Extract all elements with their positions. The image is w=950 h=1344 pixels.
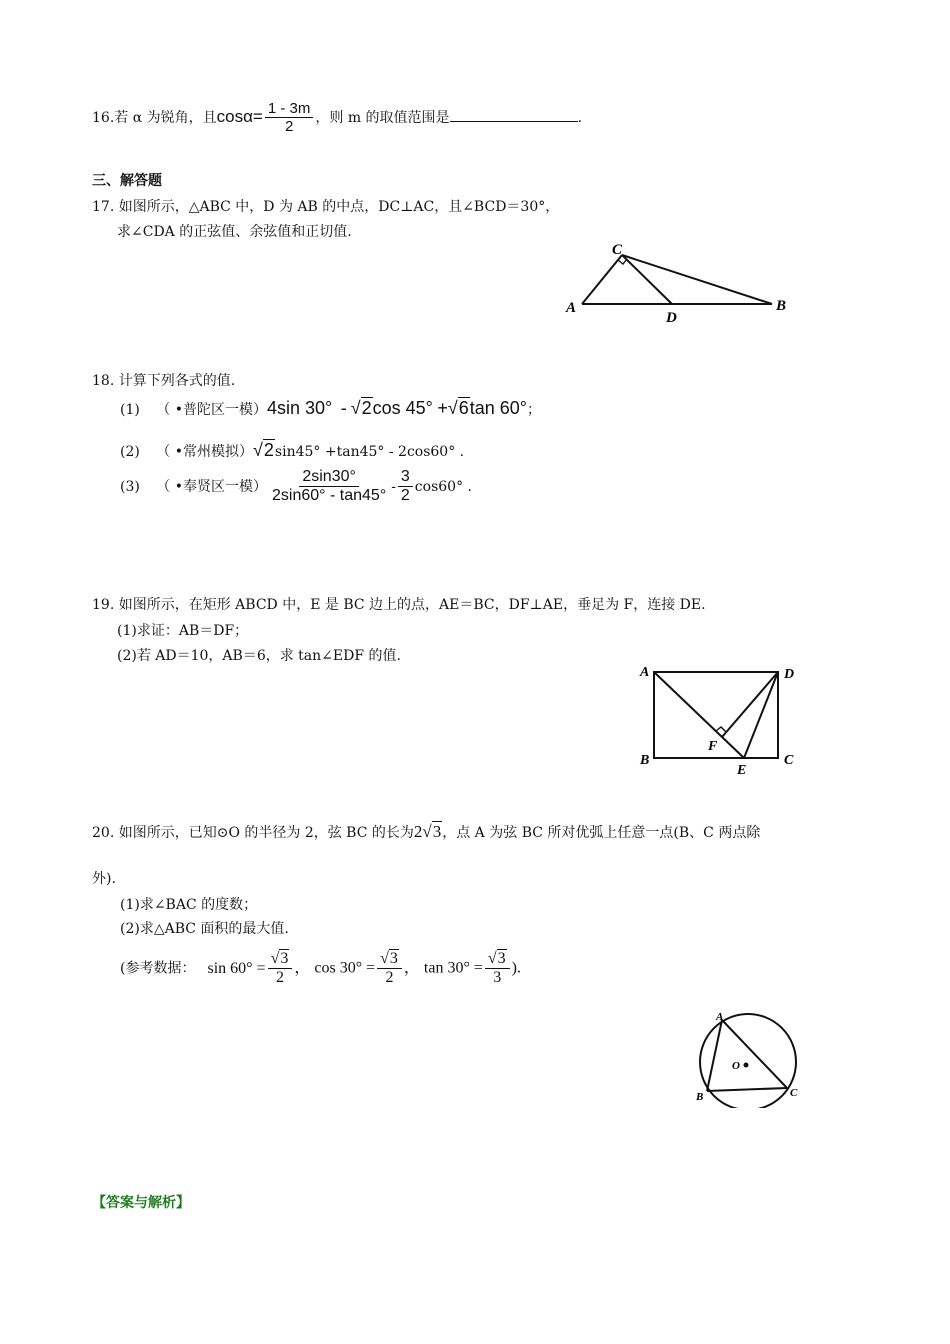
q17-line1: 17. 如图所示，△ABC 中，D 为 AB 的中点，DC⊥AC，且∠BCD＝30°， [92, 199, 560, 215]
q20-line1a: 20. 如图所示，已知⊙O 的半径为 2，弦 BC 的长为 [92, 825, 414, 841]
q20-reference: (参考数据： sin 60° = $\frac{√3}{2}$ ， cos 30° = $\frac{√3}{2}$ ， tan 30° = $\frac{√3}{3}$ ). [120, 950, 521, 987]
answer-heading: 【答案与解析】 [92, 1195, 190, 1211]
q19-line1: 19. 如图所示，在矩形 ABCD 中，E 是 BC 边上的点，AE＝BC，DF⊥AE，垂足为 F，连接 DE. [92, 597, 706, 613]
q18-p3-source: （ •奉贤区一模） [156, 478, 268, 495]
q16-numerator: 1 - 3m [265, 100, 314, 118]
q18-p1-source: （ •普陀区一模） [156, 402, 268, 418]
label-a: A [566, 300, 577, 316]
q20-line1 [92, 822, 760, 842]
right-angle-mark [716, 727, 726, 732]
q20-line2: 外). [92, 871, 116, 887]
q20-chord-length: 2√3 [413, 822, 442, 841]
q18-p3-numerator: 2sin30° [299, 468, 359, 487]
q18-p1-plus: + [437, 398, 448, 418]
q20-ref-label: (参考数据： [120, 960, 196, 977]
label-f: F [708, 739, 718, 754]
q20-ref1: sin 60° = [207, 959, 266, 977]
q16-cos: cos [216, 106, 244, 126]
q18-p2-source: （ •常州模拟） [156, 444, 254, 460]
q16-end: . [577, 109, 583, 126]
q16-alpha: α [243, 106, 253, 126]
q18-p1-index: (1) [120, 402, 140, 418]
q19-line2: (1)求证：AB＝DF； [117, 623, 249, 639]
label-c: C [790, 1087, 798, 1099]
circle-o [700, 1014, 796, 1108]
segment-ac [582, 255, 622, 304]
q18-part1 [120, 398, 541, 419]
label-b: B [776, 298, 787, 314]
q20-line3: (1)求∠BAC 的度数； [120, 897, 258, 913]
segment-df [722, 672, 778, 737]
label-d: D [784, 667, 795, 682]
q20-ref2: cos 30° = [314, 959, 376, 977]
section-heading: 三、解答题 [92, 173, 162, 189]
label-e: E [737, 763, 747, 778]
q20-ref3: tan 30° = [423, 959, 483, 977]
label-a: A [716, 1011, 724, 1023]
q18-p3-minus: - [391, 477, 396, 494]
label-b: B [696, 1091, 704, 1103]
q17-line2: 求∠CDA 的正弦值、余弦值和正切值. [117, 224, 352, 240]
segment-ac [722, 1020, 787, 1088]
q20-line4: (2)求△ABC 面积的最大值. [120, 921, 289, 937]
label-a: A [640, 665, 650, 680]
q18-p2-expr: sin45° +tan45° - 2cos60° . [274, 444, 465, 460]
label-o: O [732, 1060, 740, 1072]
q16-denominator: 2 [284, 118, 294, 136]
q18-p1-term1: 4sin 30° [267, 398, 333, 418]
q19-line3: (2)若 AD＝10，AB＝6，求 tan∠EDF 的值. [117, 648, 401, 664]
q18-part2 [120, 440, 464, 461]
q18-p1-sqrt2: √2 [350, 398, 372, 418]
q18-p3-fraction [269, 468, 389, 506]
q20-ref-end: ). [511, 959, 521, 977]
q18-p1-term3: tan 60° [469, 398, 527, 418]
segment-ae [654, 672, 744, 758]
label-d: D [666, 310, 677, 326]
q18-title: 18. 计算下列各式的值. [92, 373, 236, 389]
answer-blank[interactable] [450, 107, 578, 122]
label-c: C [612, 242, 623, 258]
q18-p3-denominator: 2sin60° - tan45° [272, 487, 387, 505]
center-point [744, 1063, 749, 1068]
segment-bc [707, 1088, 787, 1091]
label-c: C [784, 753, 794, 768]
q16-fraction [265, 100, 314, 136]
segment-de [744, 672, 778, 758]
question-16 [92, 100, 582, 136]
q18-part3 [120, 468, 472, 506]
segment-ab [707, 1020, 722, 1091]
q18-p3-coef: $\frac{3}{2}$ [398, 468, 413, 506]
q18-p1-minus: - [340, 398, 347, 418]
q18-p2-index: (2) [120, 444, 140, 460]
q16-prefix: 16.若 α 为锐角，且 [92, 109, 217, 126]
q18-p3-tail: cos60° . [414, 478, 472, 495]
rectangle-abcd-figure [636, 660, 806, 778]
triangle-abc-figure [560, 238, 800, 328]
q18-p1-term2: cos 45° [372, 398, 433, 418]
q20-ref2-frac: $\frac{√3}{2}$ [377, 950, 402, 988]
q18-p3-index: (3) [120, 478, 140, 495]
q18-p1-sqrt6: √6 [447, 398, 469, 418]
q16-eq: = [252, 106, 263, 126]
q20-ref3-frac: $\frac{√3}{3}$ [485, 950, 510, 988]
segment-cb [622, 255, 772, 304]
q18-p2-sqrt2: √2 [253, 440, 274, 460]
q16-suffix: ，则 m 的取值范围是 [315, 109, 450, 126]
q20-line1b: ，点 A 为弦 BC 所对优弧上任意一点(B、C 两点除 [442, 825, 761, 841]
circle-figure [690, 1008, 810, 1108]
label-b: B [640, 753, 650, 768]
q20-ref1-frac: $\frac{√3}{2}$ [268, 950, 293, 988]
q18-p1-end: ； [526, 402, 541, 418]
